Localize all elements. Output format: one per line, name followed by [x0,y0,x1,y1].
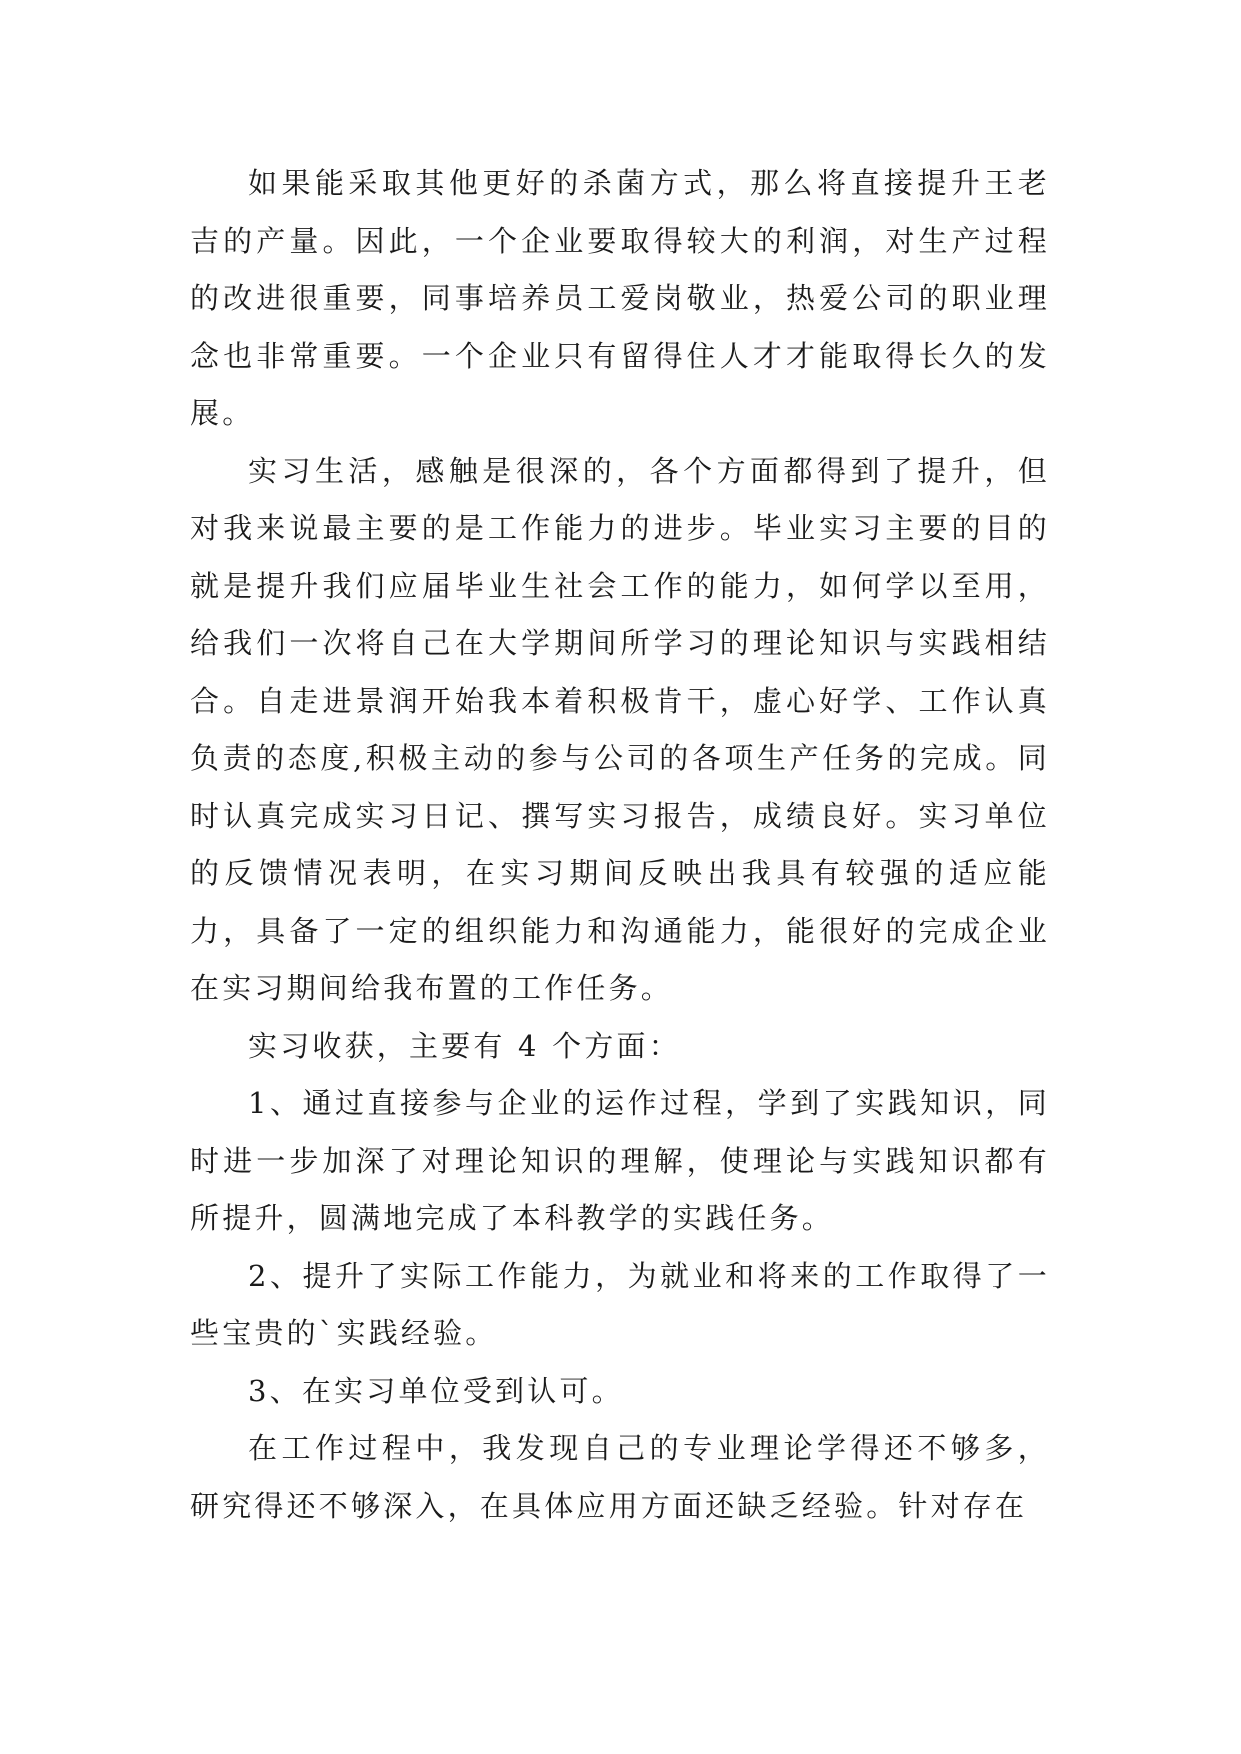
paragraph-harvest-3: 3、在实习单位受到认可。 [248,1373,624,1408]
paragraph-harvest-2: 2、提升了实际工作能力，为就业和将来的工作取得了一些宝贵的`实践经验。 [190,1258,1050,1350]
paragraph-sterilization: 如果能采取其他更好的杀菌方式，那么将直接提升王老吉的产量。因此，一个企业要取得较大的利润，对生产过程的改进很重要，同事培养员工爱岗敬业，热爱公司的职业理念也非常重要。一个企业只有留得住人才才能取得长久的发展。 [190,166,1050,430]
document-page [190,155,1050,1535]
paragraph-internship-life: 实习生活，感触是很深的，各个方面都得到了提升，但对我来说最主要的是工作能力的进步。毕业实习主要的目的就是提升我们应届毕业生社会工作的能力，如何学以至用，给我们一次将自己在大学期间所学习的理论知识与实践相结合。自走进景润开始我本着积极肯干，虚心好学、工作认真负责的态度,积极主动的参与公司的各项生产任务的完成。同时认真完成实习日记、撰写实习报告，成绩良好。实习单位的反馈情况表明，在实习期间反映出我具有较强的适应能力，具备了一定的组织能力和沟通能力，能很好的完成企业在实习期间给我布置的工作任务。 [190,453,1050,1005]
paragraph-shortcomings: 在工作过程中，我发现自己的专业理论学得还不够多，研究得还不够深入，在具体应用方面还缺乏经验。针对存在 [190,1431,1050,1523]
paragraph-harvest-intro: 实习收获，主要有 4 个方面： [248,1028,681,1063]
paragraph-harvest-1: 1、通过直接参与企业的运作过程，学到了实践知识，同时进一步加深了对理论知识的理解，使理论与实践知识都有所提升，圆满地完成了本科教学的实践任务。 [190,1086,1050,1235]
